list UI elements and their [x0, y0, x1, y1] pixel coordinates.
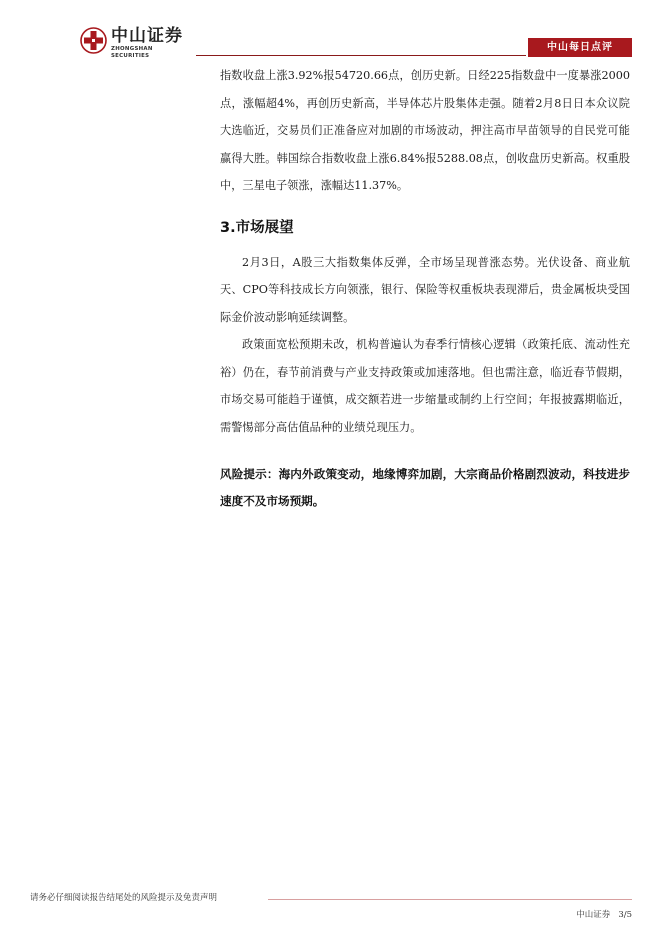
page-number: 3/5	[618, 910, 632, 920]
report-series-tag: 中山每日点评	[528, 38, 632, 57]
report-body	[220, 62, 630, 515]
section-heading: 3.市场展望	[220, 219, 294, 236]
page-header	[0, 0, 662, 62]
risk-warning: 风险提示：海内外政策变动，地缘博弈加剧，大宗商品价格剧烈波动，科技进步速度不及市场预期。	[220, 467, 630, 508]
footer-company: 中山证券	[576, 910, 611, 920]
footer-divider	[268, 899, 632, 900]
intro-paragraph: 指数收盘上涨3.92%报54720.66点，创历史新。日经225指数盘中一度暴涨2000点，涨幅超4%，再创历史新高，半导体芯片股集体走强。随着2月8日日本众议院大选临近，交易员们正准备应对加剧的市场波动，押注高市早苗领导的自民党可能赢得大胜。韩国综合指数收盘上涨6.84%报5288.08点，创收盘历史新高。权重股中，三星电子领涨，涨幅达11.37%。	[220, 69, 630, 192]
company-logo	[80, 26, 190, 59]
logo-chinese-name: 中山证券	[111, 26, 183, 46]
outlook-paragraph-2: 政策面宽松预期未改，机构普遍认为春季行情核心逻辑（政策托底、流动性充裕）仍在，春节前消费与产业支持政策或加速落地。但也需注意，临近春节假期，市场交易可能趋于谨慎，成交额若进一步缩量或制约上行空间；年报披露期临近，需警惕部分高估值品种的业绩兑现压力。	[220, 338, 630, 434]
logo-english-name: ZHONGSHAN SECURITIES	[111, 46, 153, 59]
footer-page-info	[514, 908, 632, 922]
outlook-paragraph-1: 2月3日，A股三大指数集体反弹，全市场呈现普涨态势。光伏设备、商业航天、CPO等科技成长方向领涨，银行、保险等权重板块表现滞后，贵金属板块受国际金价波动影响延续调整。	[220, 255, 630, 324]
logo-cross-icon	[80, 27, 107, 54]
header-divider	[196, 55, 526, 56]
footer-disclaimer: 请务必仔细阅读报告结尾处的风险提示及免责声明	[30, 893, 218, 903]
